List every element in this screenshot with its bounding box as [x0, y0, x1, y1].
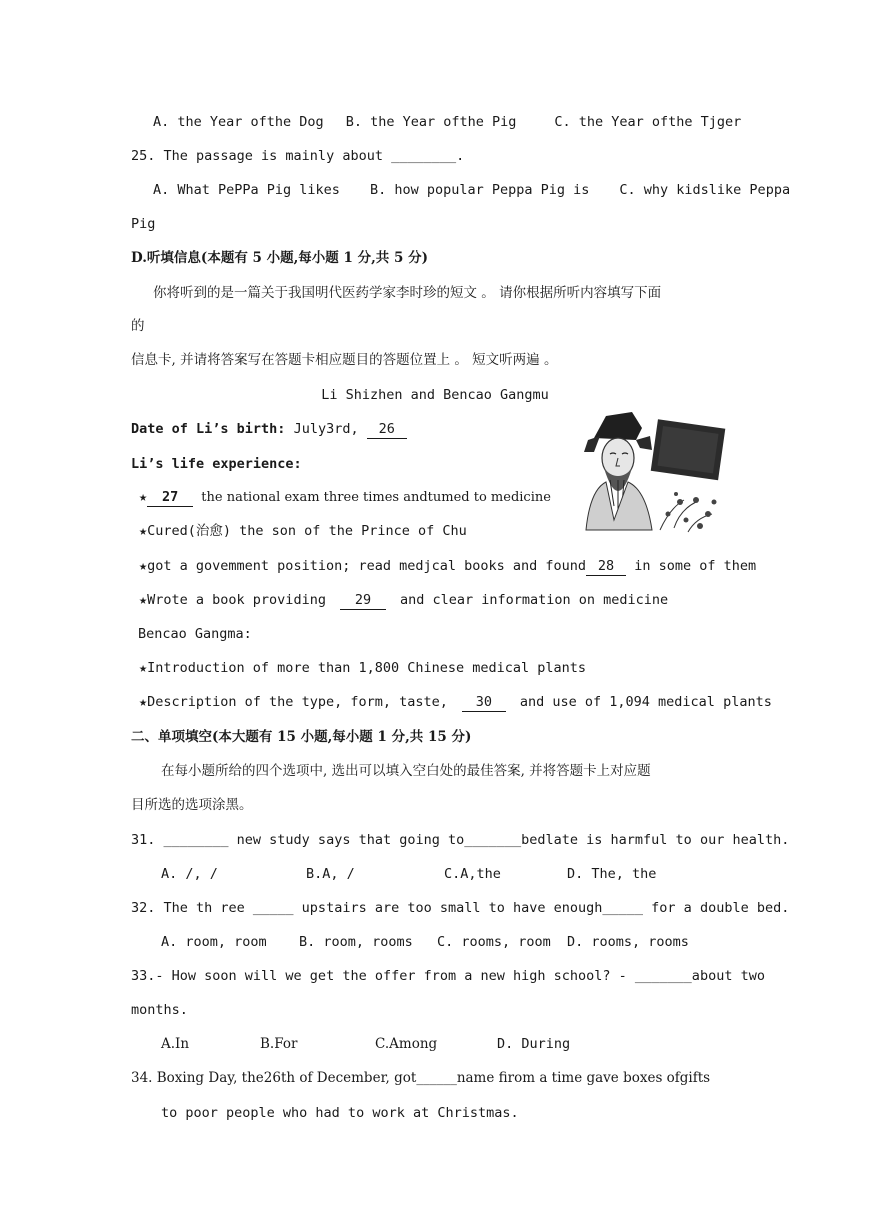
blank-27: 27	[147, 489, 193, 507]
q31-option-a: A. /, /	[161, 866, 218, 882]
q31-option-c: C.A,the	[444, 866, 501, 882]
section-d-intro-2: 信息卡, 并请将答案写在答题卡相应题目的答题位置上 。 短文听两遍 。	[131, 352, 558, 368]
life-item-3-text-a: got a govemment position; read medjcal books and found	[147, 558, 587, 574]
q25-option-b: B. how popular Peppa Pig is	[369, 182, 590, 198]
blank-30: 30	[462, 694, 506, 712]
q25-stem: 25. The passage is mainly about ________.	[131, 148, 465, 164]
life-item-4-text-b: and clear information on medicine	[399, 592, 669, 608]
q31-stem: 31. ________ new study says that going to_______bedlate is harmful to our health.	[131, 832, 790, 848]
q24-option-c: C. the Year ofthe Tjger	[554, 114, 742, 130]
section-d-intro-1: 你将听到的是一篇关于我国明代医药学家李时珍的短文 。 请你根据所听内容填写下面	[153, 285, 662, 301]
li-shizhen-portrait-image	[580, 410, 728, 538]
q25-option-c: C. why kidslike Peppa	[619, 182, 791, 198]
q31-option-b: B.A, /	[306, 866, 355, 882]
life-experience-label: Li’s life experience:	[131, 456, 302, 472]
q33-option-d: D. During	[497, 1036, 571, 1052]
life-item-4	[139, 590, 739, 610]
q25-options	[153, 180, 791, 200]
section-2-intro-1: 在每小题所给的四个选项中, 选出可以填入空白处的最佳答案, 并将答题卡上对应题	[161, 763, 651, 779]
q33-option-b: B.For	[260, 1036, 298, 1052]
bencao-label: Bencao Gangma:	[138, 626, 252, 642]
star-icon: ★	[139, 558, 148, 574]
blank-26: 26	[367, 421, 407, 439]
star-icon: ★	[139, 489, 148, 505]
q31-options	[161, 864, 739, 884]
blank-29: 29	[340, 592, 386, 610]
bencao-item-2	[139, 692, 772, 712]
q32-option-c: C. rooms, room	[437, 934, 551, 950]
star-icon: ★	[139, 660, 148, 676]
q33-option-c: C.Among	[375, 1036, 438, 1052]
section-2-heading: 二、单项填空(本大题有 15 小题,每小题 1 分,共 15 分)	[131, 729, 472, 745]
q25-option-a: A. What PePPa Pig likes	[153, 182, 340, 198]
section-d-heading: D.听填信息(本题有 5 小题,每小题 1 分,共 5 分)	[131, 250, 428, 266]
life-item-4-text-a: Wrote a book providing	[147, 592, 326, 608]
star-icon: ★	[139, 694, 148, 710]
life-item-3-text-b: in some of them	[634, 558, 757, 574]
life-item-1-text: the national exam three times andtumed to medicine	[201, 490, 551, 505]
q24-option-a: A. the Year ofthe Dog	[153, 114, 324, 130]
q32-option-a: A. room, room	[161, 934, 267, 950]
life-item-3	[139, 556, 757, 576]
q32-option-b: B. room, rooms	[299, 934, 413, 950]
blank-28: 28	[586, 558, 626, 576]
q24-options	[153, 112, 742, 132]
q32-option-d: D. rooms, rooms	[567, 934, 689, 950]
bencao-item-1-text: Introduction of more than 1,800 Chinese medical plants	[147, 660, 587, 676]
bencao-item-2-text-a: Description of the type, form, taste,	[147, 694, 448, 710]
q24-option-b: B. the Year ofthe Pig	[345, 114, 517, 130]
bencao-item-1	[139, 658, 739, 678]
birth-label: Date of Li’s birth:	[131, 421, 286, 437]
q33-stem: 33.- How soon will we get the offer from a new high school? - _______about two	[131, 968, 765, 984]
birth-value: July3rd,	[293, 421, 359, 437]
star-icon: ★	[139, 523, 148, 539]
q33-option-a: A.In	[161, 1036, 190, 1052]
q25-option-c-continued: Pig	[131, 216, 156, 232]
q32-stem: 32. The th ree _____ upstairs are too small to have enough_____ for a double bed.	[131, 900, 790, 916]
q33-options	[161, 1034, 739, 1054]
section-2-intro-2: 目所选的选项涂黑。	[131, 797, 253, 813]
q32-options	[161, 932, 739, 952]
life-item-2-text: Cured(治愈) the son of the Prince of Chu	[147, 523, 467, 539]
star-icon: ★	[139, 592, 148, 608]
q34-stem-text: 34. Boxing Day, the26th of December, got______name firom a time gave boxes ofgifts	[131, 1070, 711, 1086]
q31-option-d: D. The, the	[567, 866, 657, 882]
info-card-title: Li Shizhen and Bencao Gangmu	[321, 387, 549, 403]
bencao-item-2-text-b: and use of 1,094 medical plants	[519, 694, 772, 710]
q33-stem-continued: months.	[131, 1002, 188, 1018]
q34-stem-continued: to poor people who had to work at Christmas.	[161, 1105, 519, 1121]
q34-stem	[131, 1068, 739, 1088]
section-d-intro-1-wrap: 的	[131, 318, 145, 334]
